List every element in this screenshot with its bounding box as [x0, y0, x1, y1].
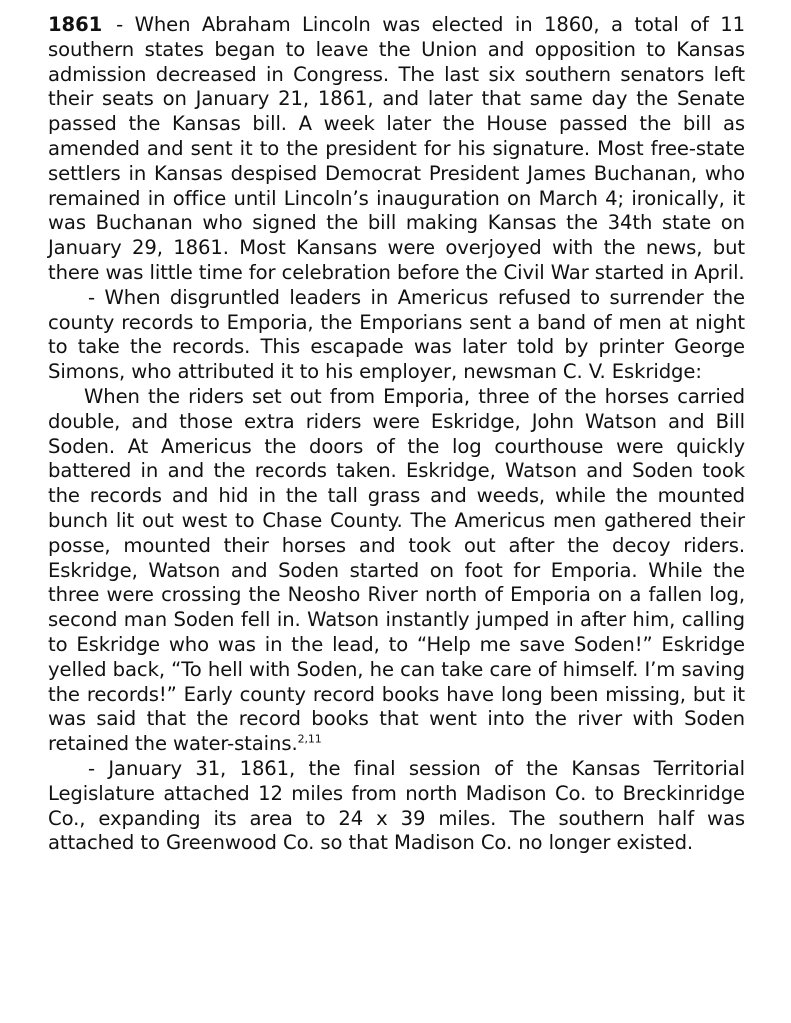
quote-text: When the riders set out from Emporia, three of the horses carried double, and those extra riders were Eskridge, John Watson and Bill Soden. At Americus the doors of the log courthouse were quickly battered in and the records taken. Eskridge, Watson and Soden took the records and hid in the tall grass and weeds, while the mounted bunch lit out west to Chase County. The Americus men gathered their posse, mounted their horses and took out after the decoy riders. Eskridge, Watson and Soden started on foot for Emporia. While the three were crossing the Neosho River north of Emporia on a fallen log, second man Soden fell in. Watson instantly jumped in after him, calling to Eskridge who was in the lead, to “Help me save Soden!” Eskridge yelled back, “To hell with Soden, he can take care of himself. I’m saving the records!” Early county record books have long been missing, but it was said that the record books that went into the river with Soden retained the water-stains. — [48, 384, 745, 756]
paragraph-1861-statehood — [48, 13, 745, 286]
quoted-passage — [48, 385, 745, 757]
footnote-reference: 2,11 — [297, 732, 322, 746]
year-heading: 1861 — [48, 13, 103, 36]
paragraph-text: - When Abraham Lincoln was elected in 1860, a total of 11 southern states began to leave the Union and opposition to Kansas admission decreased in Congress. The last six southern senators left their seats on January 21, 1861, and later that same day the Senate passed the Kansas bill. A week later the House passed the bill as amended and sent it to the president for his signature. Most free-state settlers in Kansas despised Democrat President James Buchanan, who remained in office until Lincoln’s inauguration on March 4; ironically, it was Buchanan who signed the bill making Kansas the 34th state on January 29, 1861. Most Kansans were overjoyed with the news, but there was little time for celebration before the Civil War started in April. — [48, 13, 745, 284]
paragraph-records: - When disgruntled leaders in Americus refused to surrender the county records to Emporia, the Emporians sent a band of men at night to take the records. This escapade was later told by printer George Simons, who attributed it to his employer, newsman C. V. Eskridge: — [48, 285, 745, 384]
paragraph-legislature: - January 31, 1861, the final session of the Kansas Territorial Legislature attached 12 miles from north Madison Co. to Breckinridge Co., expanding its area to 24 x 39 miles. The southern half was attached to Greenwood Co. so that Madison Co. no longer existed. — [48, 756, 745, 855]
